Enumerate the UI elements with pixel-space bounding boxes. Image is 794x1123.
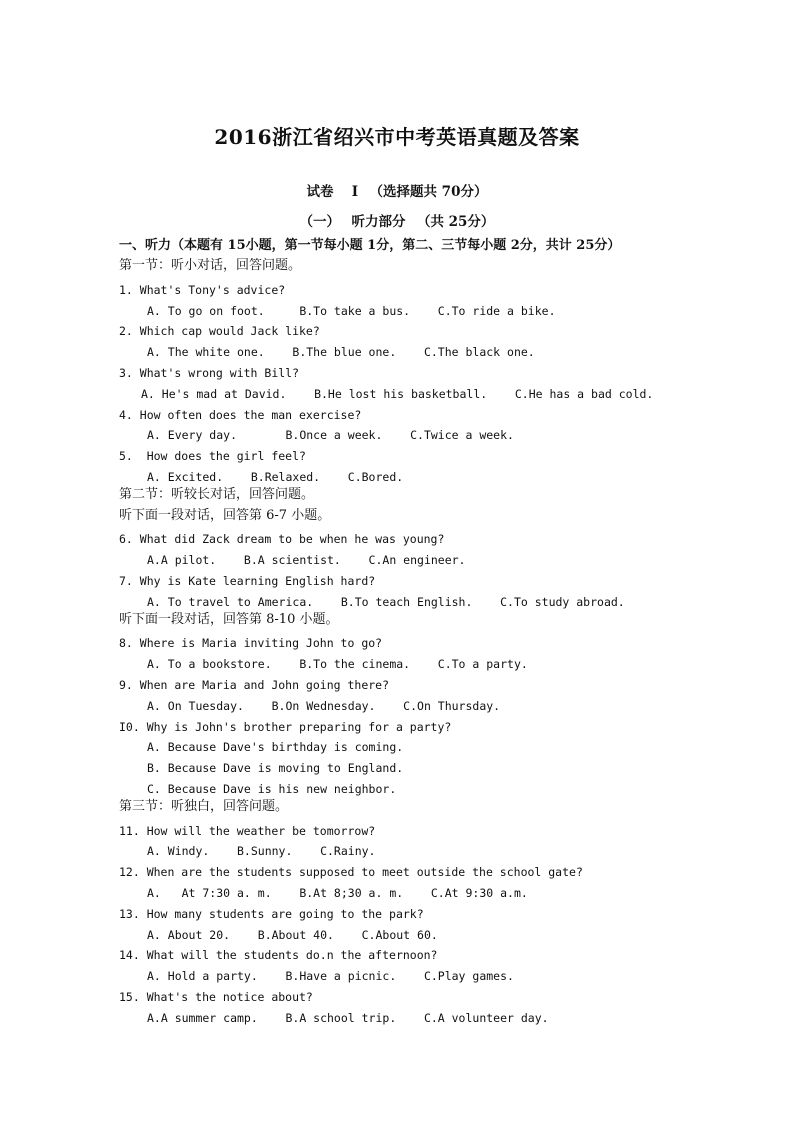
part-label: （一） 听力部分 （共 25分） bbox=[299, 214, 495, 230]
question-1-options: A. To go on foot. B.To take a bus. C.To ride a bike. bbox=[147, 304, 556, 318]
question-14-options: A. Hold a party. B.Have a picnic. C.Play games. bbox=[147, 969, 514, 983]
question-9: 9. When are Maria and John going there? bbox=[119, 678, 390, 692]
question-5: 5. How does the girl feel? bbox=[119, 449, 306, 463]
question-4: 4. How often does the man exercise? bbox=[119, 408, 362, 422]
question-8: 8. Where is Maria inviting John to go? bbox=[119, 636, 383, 650]
question-2: 2. Which cap would Jack like? bbox=[119, 324, 320, 338]
question-6-options: A.A pilot. B.A scientist. C.An engineer. bbox=[147, 553, 466, 567]
question-15-options: A.A summer camp. B.A school trip. C.A volunteer day. bbox=[147, 1011, 549, 1025]
section-2-dialog-b: 听下面一段对话，回答第 8-10 小题。 bbox=[119, 612, 339, 627]
page-title: 2016浙江省绍兴市中考英语真题及答案 bbox=[214, 125, 580, 149]
question-12: 12. When are the students supposed to meet outside the school gate? bbox=[119, 865, 583, 879]
question-15: 15. What's the notice about? bbox=[119, 990, 313, 1004]
question-12-options: A. At 7:30 a. m. B.At 8;30 a. m. C.At 9:30 a.m. bbox=[147, 886, 528, 900]
question-9-options: A. On Tuesday. B.On Wednesday. C.On Thursday. bbox=[147, 699, 501, 713]
question-7: 7. Why is Kate learning English hard? bbox=[119, 574, 376, 588]
question-1: 1. What's Tony's advice? bbox=[119, 283, 286, 297]
question-5-options: A. Excited. B.Relaxed. C.Bored. bbox=[147, 470, 404, 484]
question-3-options: A. He's mad at David. B.He lost his basketball. C.He has a bad cold. bbox=[141, 387, 654, 401]
question-13-options: A. About 20. B.About 40. C.About 60. bbox=[147, 928, 438, 942]
section-3-label: 第三节：听独白，回答问题。 bbox=[119, 799, 289, 814]
section-1-label: 第一节：听小对话，回答问题。 bbox=[119, 258, 302, 273]
question-11: 11. How will the weather be tomorrow? bbox=[119, 824, 376, 838]
paper-label: 试卷 I （选择题共 70分） bbox=[306, 184, 488, 200]
section-heading: 一、听力（本题有 15小题，第一节每小题 1分，第二、三节每小题 2分，共计 25分） bbox=[119, 238, 621, 253]
question-3: 3. What's wrong with Bill? bbox=[119, 366, 300, 380]
question-14: 14. What will the students do.n the afternoon? bbox=[119, 948, 438, 962]
section-2-label: 第二节：听较长对话，回答问题。 bbox=[119, 487, 315, 502]
question-11-options: A. Windy. B.Sunny. C.Rainy. bbox=[147, 844, 376, 858]
question-13: 13. How many students are going to the park? bbox=[119, 907, 424, 921]
question-10: I0. Why is John's brother preparing for a party? bbox=[119, 720, 452, 734]
question-10-option-a: A. Because Dave's birthday is coming. bbox=[147, 740, 404, 754]
question-6: 6. What did Zack dream to be when he was young? bbox=[119, 532, 445, 546]
question-4-options: A. Every day. B.Once a week. C.Twice a week. bbox=[147, 428, 514, 442]
question-7-options: A. To travel to America. B.To teach English. C.To study abroad. bbox=[147, 595, 625, 609]
question-10-option-b: B. Because Dave is moving to England. bbox=[147, 761, 404, 775]
question-10-option-c: C. Because Dave is his new neighbor. bbox=[147, 782, 397, 796]
section-2-dialog-a: 听下面一段对话，回答第 6-7 小题。 bbox=[119, 508, 331, 523]
question-8-options: A. To a bookstore. B.To the cinema. C.To a party. bbox=[147, 657, 528, 671]
question-2-options: A. The white one. B.The blue one. C.The black one. bbox=[147, 345, 535, 359]
